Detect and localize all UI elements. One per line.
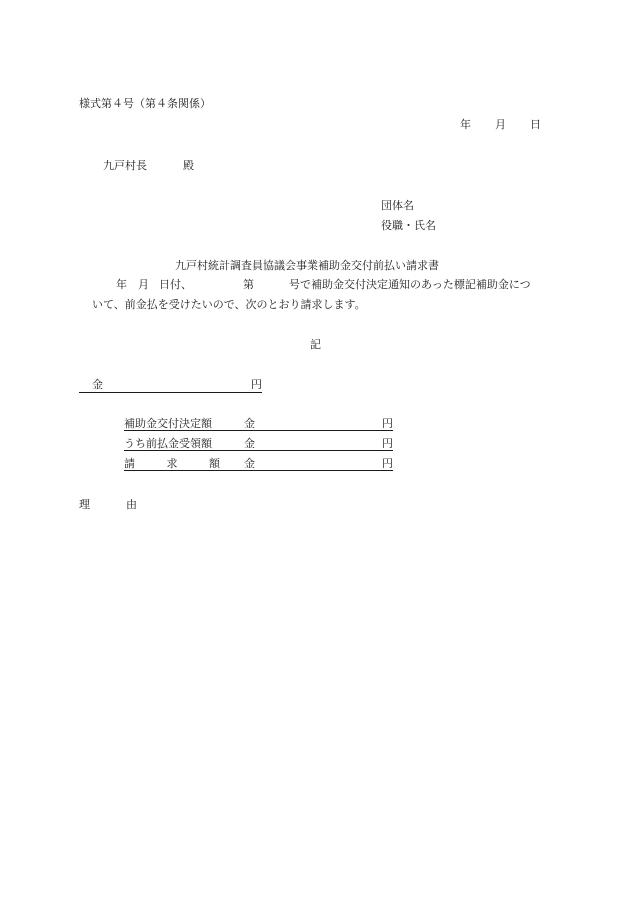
addressee-name: 九戸村長: [103, 159, 147, 172]
amount-line: [79, 378, 262, 393]
applicant-org-label: 団体名: [381, 199, 414, 212]
body-line2: いて、前金払を受けたいので、次のとおり請求します。: [92, 298, 366, 311]
reason-yu: 由: [126, 498, 137, 511]
body-number-prefix: 第: [243, 278, 254, 291]
reason-ri: 理: [79, 498, 90, 511]
detail-row: [124, 437, 393, 451]
detail-row: [124, 417, 393, 431]
document-title: 九戸村統計調査員協議会事業補助金交付前払い請求書: [175, 259, 439, 272]
body-date-suffix: 日付、: [159, 278, 192, 291]
body-month-label: 月: [138, 278, 149, 291]
detail-label-char: 額: [209, 457, 220, 470]
detail-kin: 金: [244, 457, 255, 470]
date-month-label: 月: [495, 118, 506, 131]
form-label: 様式第４号（第４条関係）: [79, 97, 211, 110]
body-year-label: 年: [116, 278, 127, 291]
applicant-title-name-label: 役職・氏名: [381, 219, 436, 232]
date-year-label: 年: [460, 118, 471, 131]
addressee-honorific: 殿: [183, 159, 194, 172]
detail-yen: 円: [382, 457, 393, 470]
body-line1-rest: 号で補助金交付決定通知のあった標記補助金につ: [289, 278, 531, 291]
detail-label-spread: [124, 457, 220, 471]
detail-label: うち前払金受領額: [124, 437, 212, 450]
detail-kin: 金: [244, 417, 255, 430]
amount-yen: 円: [251, 378, 262, 391]
amount-kin: 金: [92, 378, 103, 391]
detail-row: [124, 457, 393, 471]
detail-label-char: 請: [124, 457, 135, 470]
detail-label-char: 求: [166, 457, 178, 470]
detail-yen: 円: [382, 417, 393, 430]
detail-yen: 円: [382, 437, 393, 450]
detail-kin: 金: [244, 437, 255, 450]
ki-heading: 記: [310, 338, 321, 351]
detail-label: 補助金交付決定額: [124, 417, 212, 430]
date-day-label: 日: [530, 118, 541, 131]
